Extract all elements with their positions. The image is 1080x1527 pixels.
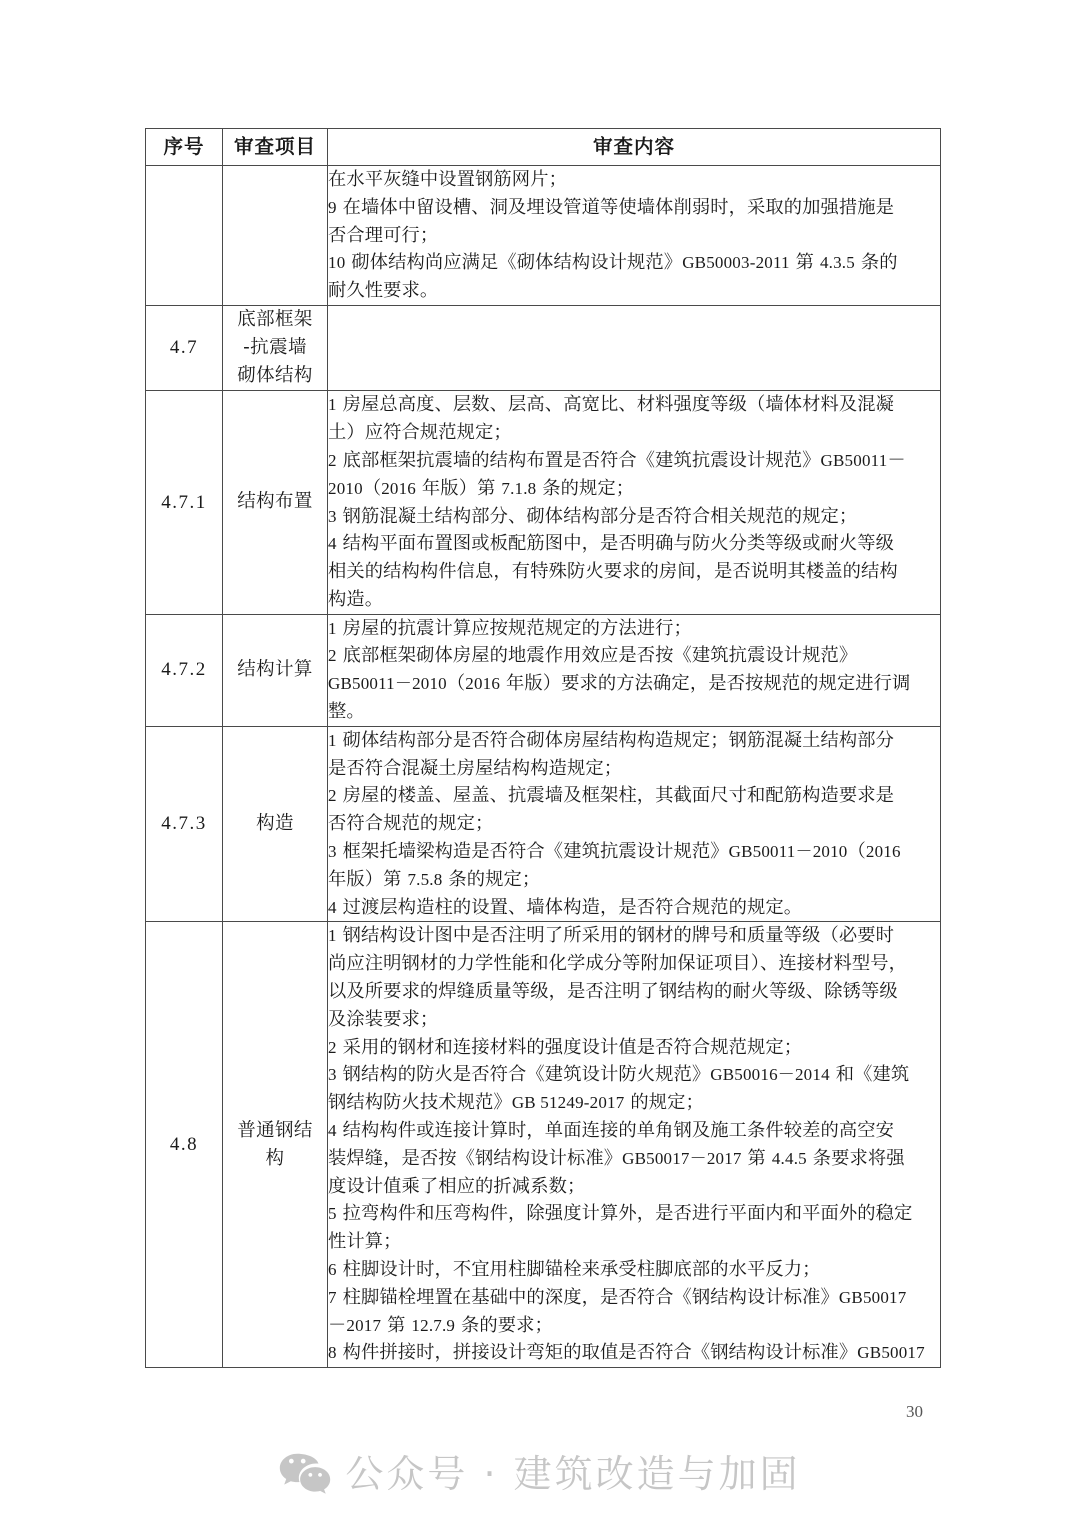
table-row (146, 614, 941, 726)
row-content-cell: 1 砌体结构部分是否符合砌体房屋结构构造规定；钢筋混凝土结构部分 是否符合混凝土房屋结构构造规定； 2 房屋的楼盖、屋盖、抗震墙及框架柱，其截面尺寸和配筋构造要求是 否符合规范的规定； 3 框架托墙梁构造是否符合《建筑抗震设计规范》GB50011－2010（2016 年版）第 7.5.8 条的规定； 4 过渡层构造柱的设置、墙体构造，是否符合规范的规定。 (328, 726, 941, 922)
row-number-cell: 4.7.3 (146, 726, 223, 922)
row-number-cell: 4.8 (146, 922, 223, 1368)
footer-watermark-text: 公众号 · 建筑改造与加固 (345, 1452, 801, 1496)
row-content-cell: 在水平灰缝中设置钢筋网片； 9 在墙体中留设槽、洞及埋设管道等使墙体削弱时，采取的加强措施是 否合理可行； 10 砌体结构尚应满足《砌体结构设计规范》GB50003-2011 第 4.3.5 条的 耐久性要求。 (328, 166, 941, 306)
row-item-cell: 普通钢结 构 (223, 922, 328, 1368)
row-number-cell: 4.7.2 (146, 614, 223, 726)
table-row (146, 305, 941, 390)
row-number-cell (146, 166, 223, 306)
row-content-cell: 1 钢结构设计图中是否注明了所采用的钢材的牌号和质量等级（必要时 尚应注明钢材的力学性能和化学成分等附加保证项目）、连接材料型号， 以及所要求的焊缝质量等级，是否注明了钢结构的耐火等级、除锈等级 及涂装要求； 2 采用的钢材和连接材料的强度设计值是否符合规范规定； 3 钢结构的防火是否符合《建筑设计防火规范》GB50016－2014 和《建筑 钢结构防火技术规范》GB 51249-2017 的规定； 4 结构构件或连接计算时，单面连接的单角钢及施工条件较差的高空安 装焊缝，是否按《钢结构设计标准》GB50017－2017 第 4.4.5 条要求将强 度设计值乘了相应的折减系数； 5 拉弯构件和压弯构件，除强度计算外，是否进行平面内和平面外的稳定 性计算； 6 柱脚设计时，不宜用柱脚锚栓来承受柱脚底部的水平反力； 7 柱脚锚栓埋置在基础中的深度，是否符合《钢结构设计标准》GB50017 －2017 第 12.7.9 条的要求； 8 构件拼接时，拼接设计弯矩的取值是否符合《钢结构设计标准》GB50017 (328, 922, 941, 1368)
footer-watermark (0, 1452, 1080, 1496)
page-number: 30 (906, 1402, 923, 1421)
column-header-no: 序号 (146, 129, 223, 166)
row-number-cell: 4.7 (146, 305, 223, 390)
table-row (146, 922, 941, 1368)
row-item-cell: 结构计算 (223, 614, 328, 726)
table-header-row (146, 129, 941, 166)
row-item-cell (223, 166, 328, 306)
review-checklist-table (145, 128, 941, 1368)
row-item-cell: 构造 (223, 726, 328, 922)
row-number-cell: 4.7.1 (146, 391, 223, 614)
wechat-icon (279, 1452, 331, 1496)
row-content-cell: 1 房屋的抗震计算应按规范规定的方法进行； 2 底部框架砌体房屋的地震作用效应是否按《建筑抗震设计规范》 GB50011－2010（2016 年版）要求的方法确定，是否按规范的规定进行调 整。 (328, 614, 941, 726)
row-content-cell: 1 房屋总高度、层数、层高、高宽比、材料强度等级（墙体材料及混凝 土）应符合规范规定； 2 底部框架抗震墙的结构布置是否符合《建筑抗震设计规范》GB50011－ 2010（2016 年版）第 7.1.8 条的规定； 3 钢筋混凝土结构部分、砌体结构部分是否符合相关规范的规定； 4 结构平面布置图或板配筋图中，是否明确与防火分类等级或耐火等级 相关的结构构件信息，有特殊防火要求的房间，是否说明其楼盖的结构 构造。 (328, 391, 941, 614)
row-item-cell: 结构布置 (223, 391, 328, 614)
column-header-item: 审查项目 (223, 129, 328, 166)
row-item-cell: 底部框架 -抗震墙 砌体结构 (223, 305, 328, 390)
table-row (146, 726, 941, 922)
row-content-cell (328, 305, 941, 390)
table-row (146, 166, 941, 306)
table-row (146, 391, 941, 614)
column-header-content: 审查内容 (328, 129, 941, 166)
